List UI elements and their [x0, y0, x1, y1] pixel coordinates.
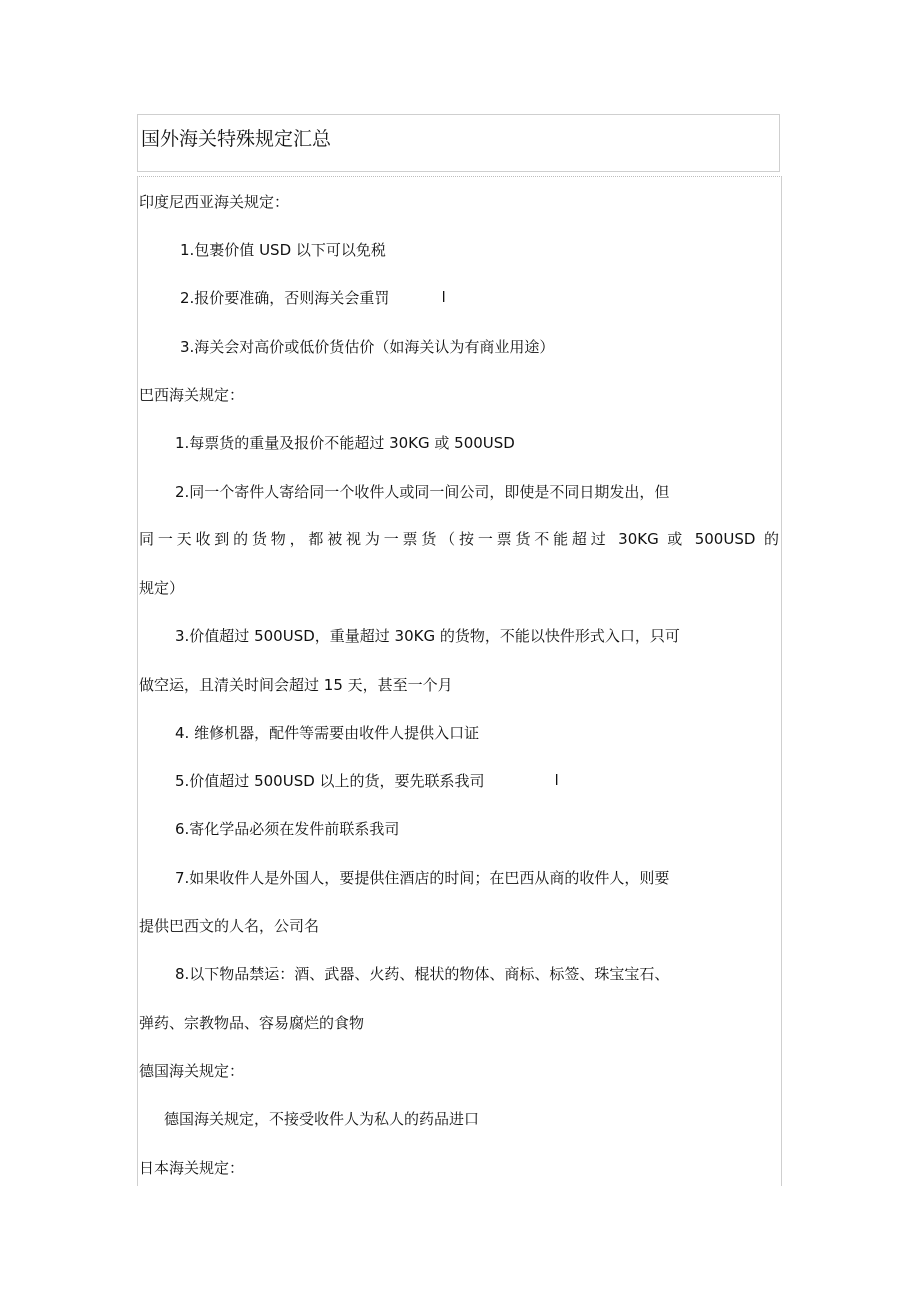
indonesia-rule-1: 1.包裹价值 USD 以下可以免税 [180, 241, 386, 259]
germany-rule-1: 德国海关规定，不接受收件人为私人的药品进口 [164, 1110, 480, 1128]
indonesia-rule-2: 2.报价要准确，否则海关会重罚 [180, 289, 390, 307]
stray-mark: l [555, 772, 559, 789]
brazil-heading: 巴西海关规定： [139, 386, 245, 404]
brazil-rule-3-line-1: 3.价值超过 500USD，重量超过 30KG 的货物，不能以快件形式入口，只可 [175, 627, 680, 645]
brazil-rule-6: 6.寄化学品必须在发件前联系我司 [175, 820, 400, 838]
indonesia-heading: 印度尼西亚海关规定： [139, 193, 290, 211]
brazil-rule-1: 1.每票货的重量及报价不能超过 30KG 或 500USD [175, 434, 515, 452]
brazil-rule-8-line-1: 8.以下物品禁运：酒、武器、火药、棍状的物体、商标、标签、珠宝宝石、 [175, 965, 670, 983]
page-title: 国外海关特殊规定汇总 [141, 128, 332, 150]
stray-mark: l [442, 289, 446, 306]
japan-heading: 日本海关规定： [139, 1159, 245, 1177]
brazil-rule-5: 5.价值超过 500USD 以上的货，要先联系我司 [175, 772, 485, 790]
brazil-rule-2-line-1: 2.同一个寄件人寄给同一个收件人或同一间公司，即使是不同日期发出，但 [175, 483, 670, 501]
brazil-rule-4: 4. 维修机器，配件等需要由收件人提供入口证 [175, 724, 480, 742]
brazil-rule-8-line-2: 弹药、宗教物品、容易腐烂的食物 [139, 1014, 365, 1032]
brazil-rule-7-line-1: 7.如果收件人是外国人，要提供住酒店的时间；在巴西从商的收件人，则要 [175, 869, 670, 887]
indonesia-rule-3: 3.海关会对高价或低价货估价（如海关认为有商业用途） [180, 338, 555, 356]
title-box [137, 114, 780, 172]
brazil-rule-3-line-2: 做空运，且清关时间会超过 15 天，甚至一个月 [139, 676, 453, 694]
brazil-rule-2-line-2: 同一天收到的货物，都被视为一票货（按一票货不能超过 30KG 或 500USD 的 [139, 530, 779, 548]
brazil-rule-7-line-2: 提供巴西文的人名，公司名 [139, 917, 320, 935]
germany-heading: 德国海关规定： [139, 1062, 245, 1080]
brazil-rule-2-line-3: 规定） [139, 579, 185, 597]
